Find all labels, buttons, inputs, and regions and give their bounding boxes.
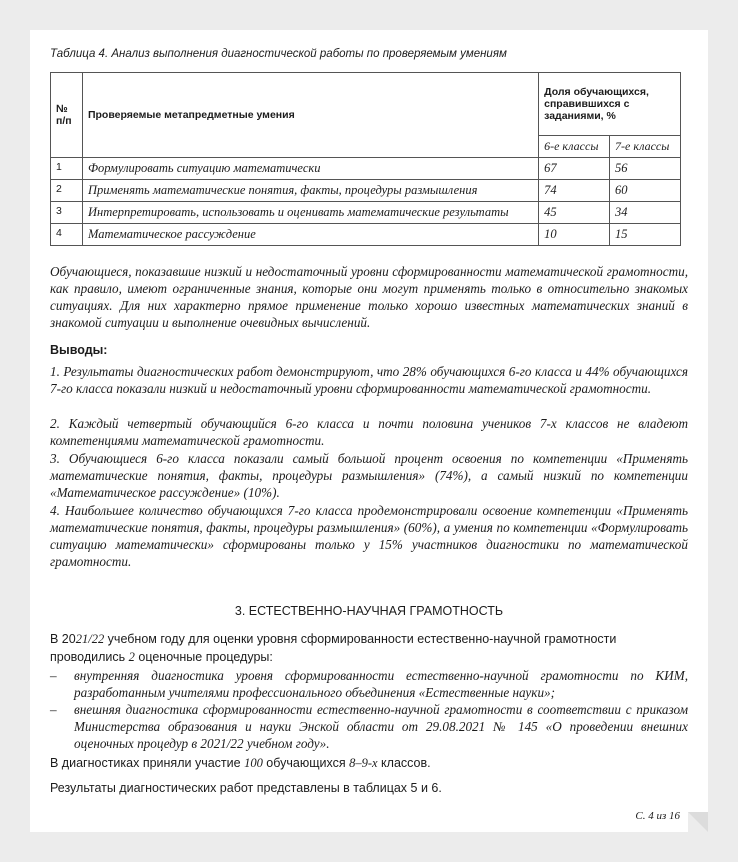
- row-grade7: 60: [610, 180, 681, 202]
- document-page: [30, 30, 708, 832]
- conclusion-item: 4. Наибольшее количество обучающихся 7-го класса продемонстрировали освоение компетенции «Применять математические понятия, факты, процедуры размышления» (60%), а умения по компетенции «Формулировать ситуацию математически» сформированы только у 15% участников диагностики по математической грамотности.: [50, 503, 688, 569]
- table-caption: Таблица 4. Анализ выполнения диагностической работы по проверяемым умениям: [50, 48, 507, 60]
- part-text: классов.: [377, 756, 431, 770]
- row-grade7: 56: [610, 158, 681, 180]
- conclusions-title: Выводы:: [50, 343, 108, 357]
- row-skill: Математическое рассуждение: [82, 224, 538, 246]
- header-num: № п/п: [51, 73, 83, 158]
- intro-part: оценочные процедуры:: [134, 649, 273, 664]
- intro-part: В 20: [50, 632, 76, 646]
- skills-table: [50, 72, 681, 246]
- conclusion-item: 3. Обучающиеся 6-го класса показали самый большой процент освоения по компетенции «Применять математические понятия, факты, процедуры размышления» (74%), а самый низкий по компетенции «Математическое рассуждение» (10%).: [50, 451, 688, 500]
- row-grade6: 74: [539, 180, 610, 202]
- participants-line: [50, 755, 688, 773]
- conclusion-item: 2. Каждый четвертый обучающийся 6-го класса и почти половина учеников 7-х классов не владеют компетенциями математической грамотности.: [50, 416, 688, 448]
- row-grade6: 10: [539, 224, 610, 246]
- row-number: 2: [51, 180, 83, 202]
- intro-count: 2: [128, 649, 135, 664]
- header-share: Доля обучающихся, справившихся с заданиями, %: [539, 73, 681, 136]
- low-level-paragraph: Обучающиеся, показавшие низкий и недостаточный уровни сформированности математической грамотности, как правило, имеют ограниченные знания, которые они могут применять только в относительно знакомых ситуациях. Для них характерно прямое применение только хорошо известных математических знаний в знакомой ситуации и выполнение очевидных вычислений.: [50, 264, 688, 330]
- page-corner-shadow: [688, 812, 708, 832]
- table-row: [51, 202, 681, 224]
- row-number: 1: [51, 158, 83, 180]
- row-grade7: 15: [610, 224, 681, 246]
- bullet-text: внутренняя диагностика уровня сформированности естественно-научной грамотности по КИМ, разработанным учителями профессионального объединения «Естественные науки»;: [74, 668, 688, 700]
- page-number: С. 4 из 16: [635, 810, 680, 822]
- row-skill: Применять математические понятия, факты, процедуры размышления: [82, 180, 538, 202]
- participants-count: 100: [244, 756, 263, 770]
- row-number: 3: [51, 202, 83, 224]
- bullet-text: внешняя диагностика сформированности естественно-научной грамотности в соответствии с приказом Министерства образования и науки Энской области от 29.08.2021 № 145 «О проведении внешних оценочных процедур в 2021/22 учебном году».: [74, 702, 688, 751]
- row-grade6: 45: [539, 202, 610, 224]
- subheader-grade6: 6-е классы: [539, 136, 610, 158]
- table-row: [51, 180, 681, 202]
- part-text: В диагностиках приняли участие: [50, 756, 245, 770]
- table-row: [51, 158, 681, 180]
- intro-year: 21/22: [75, 632, 105, 646]
- row-skill: Интерпретировать, использовать и оценивать математические результаты: [82, 202, 538, 224]
- table-row: [51, 224, 681, 246]
- row-grade7: 34: [610, 202, 681, 224]
- results-line: Результаты диагностических работ представлены в таблицах 5 и 6.: [50, 781, 442, 795]
- row-number: 4: [51, 224, 83, 246]
- subheader-grade7: 7-е классы: [610, 136, 681, 158]
- header-skills: Проверяемые метапредметные умения: [82, 73, 538, 158]
- section-title: 3. ЕСТЕСТВЕННО-НАУЧНАЯ ГРАМОТНОСТЬ: [234, 604, 504, 618]
- intro-part: учебном году для оценки уровня сформированности естественно-научной грамотности проводились: [50, 632, 617, 664]
- grades-range: 8–9-х: [349, 756, 378, 770]
- dash-bullet: –: [50, 702, 57, 717]
- row-skill: Формулировать ситуацию математически: [82, 158, 538, 180]
- part-text: обучающихся: [262, 756, 350, 770]
- dash-bullet: –: [50, 668, 57, 683]
- conclusion-item: 1. Результаты диагностических работ демонстрируют, что 28% обучающихся 6-го класса и 44% обучающихся 7-го класса показали низкий и недостаточный уровни сформированности математической грамотности.: [50, 364, 688, 396]
- section-intro: [50, 631, 688, 666]
- row-grade6: 67: [539, 158, 610, 180]
